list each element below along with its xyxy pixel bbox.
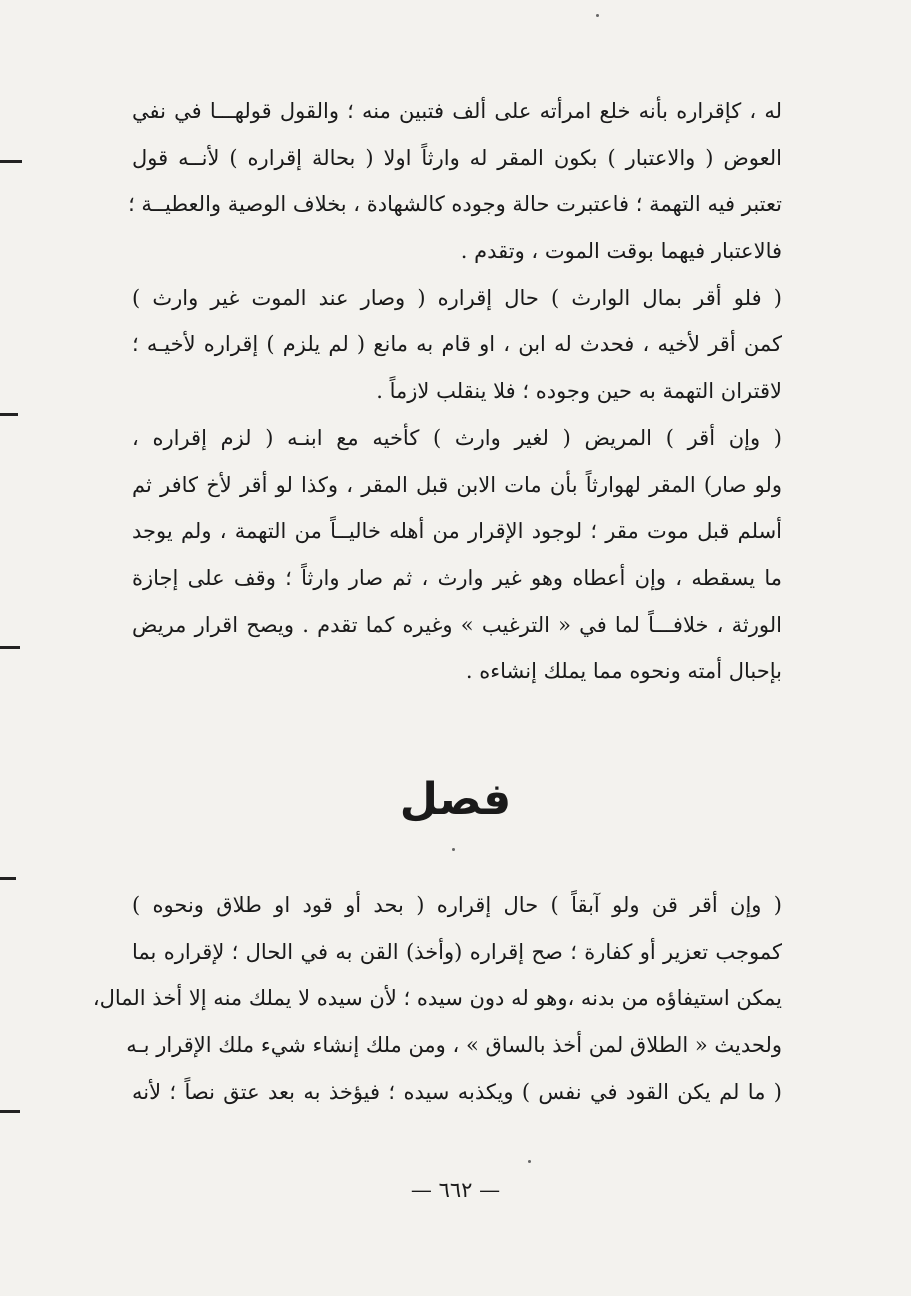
- paragraph-block-bottom: [92, 882, 782, 1115]
- text-line: الورثة ، خلافـــاً لما في « الترغيب » وغيره كما تقدم . ويصح اقرار مريض: [132, 612, 782, 637]
- text-line: ( ما لم يكن القود في نفس ) ويكذبه سيده ؛ فيؤخذ به بعد عتق نصاً ؛ لأنه: [132, 1079, 782, 1104]
- paper-speck: [528, 1160, 531, 1163]
- section-heading: فصل: [399, 774, 512, 825]
- text-line: كموجب تعزير أو كفارة ؛ صح إقراره (وأخذ) القن به في الحال ؛ لإقراره بما: [132, 939, 782, 964]
- paper-speck: [452, 848, 455, 851]
- paper-speck: [596, 14, 599, 17]
- text-line: ولو صار) المقر لهوارثاً بأن مات الابن قبل المقر ، وكذا لو أقر لأخ كافر ثم: [132, 472, 782, 497]
- text-line: ( وإن أقر قن ولو آبقاً ) حال إقراره ( بحد أو قود او طلاق ونحوه ): [132, 893, 782, 917]
- paragraph-block-top: [128, 88, 782, 695]
- text-line: كمن أقر لأخيه ، فحدث له ابن ، او قام به مانع ( لم يلزم ) إقراره لأخيـه ؛: [132, 332, 782, 357]
- text-line: ولحديث « الطلاق لمن أخذ بالساق » ، ومن ملك إنشاء شيء ملك الإقرار بـه: [126, 1033, 782, 1058]
- text-line: ( فلو أقر بمال الوارث ) حال إقراره ( وصار عند الموت غير وارث ): [132, 285, 782, 310]
- text-line: بإحبال أمته ونحوه مما يملك إنشاءه .: [465, 659, 782, 684]
- page-number: — ٦٦٢ —: [410, 1178, 501, 1202]
- text-line: العوض ( والاعتبار ) بكون المقر له وارثاً اولا ( بحالة إقراره ) لأنــه قول: [132, 145, 782, 170]
- margin-mark: [0, 646, 20, 649]
- margin-mark: [0, 413, 18, 416]
- margin-mark: [0, 877, 16, 880]
- text-line: لاقتران التهمة به حين وجوده ؛ فلا ينقلب لازماً .: [376, 379, 782, 404]
- text-line: تعتبر فيه التهمة ؛ فاعتبرت حالة وجوده كالشهادة ، بخلاف الوصية والعطيــة ؛: [128, 192, 782, 217]
- margin-mark: [0, 160, 22, 163]
- text-line: يمكن استيفاؤه من بدنه ،وهو له دون سيده ؛ لأن سيده لا يملك منه إلا أخذ المال،: [92, 986, 782, 1011]
- margin-mark: [0, 1110, 20, 1113]
- text-line: له ، كإقراره بأنه خلع امرأته على ألف فتبين منه ؛ والقول قولهـــا في نفي: [132, 99, 782, 123]
- text-line: ( وإن أقر ) المريض ( لغير وارث ) كأخيه مع ابنـه ( لزم إقراره ،: [132, 425, 782, 450]
- text-line: فالاعتبار فيهما بوقت الموت ، وتقدم .: [460, 239, 782, 264]
- text-line: أسلم قبل موت مقر ؛ لوجود الإقرار من أهله خاليــاً من التهمة ، ولم يوجد: [132, 519, 782, 544]
- text-line: ما يسقطه ، وإن أعطاه وهو غير وارث ، ثم صار وارثاً ؛ وقف على إجازة: [132, 565, 782, 590]
